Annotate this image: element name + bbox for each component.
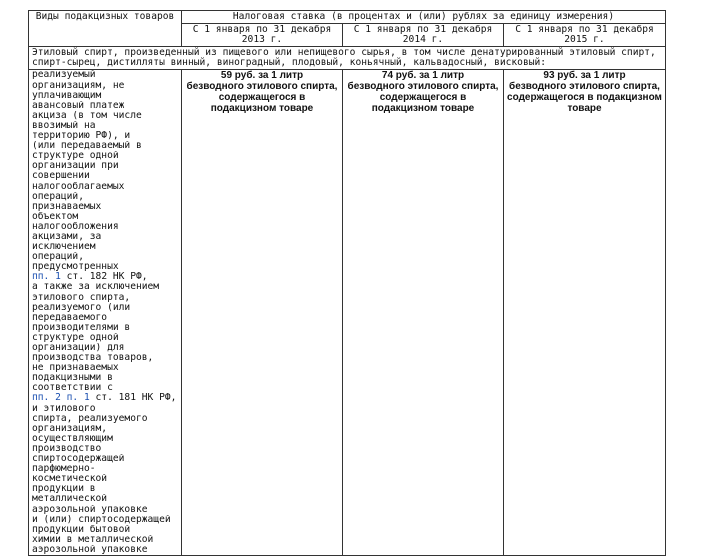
kind-line: предусмотренных	[32, 262, 119, 273]
kind-line: реализуемого (или	[32, 302, 131, 313]
kind-line: продукции бытовой	[32, 524, 131, 535]
rate-2014-text: безводного этилового спирта, содержащегося в подакцизном товаре	[347, 81, 499, 115]
kind-line: этилового спирта,	[32, 292, 131, 303]
kind-line: осуществляющим	[32, 433, 113, 444]
kind-line: организации) для	[32, 343, 125, 353]
kind-line: структуре одной	[32, 151, 119, 162]
kind-line: парфюмерно-	[32, 464, 96, 475]
spirit-span-row	[29, 47, 666, 70]
kind-line: территорию РФ), и	[32, 131, 131, 142]
excise-rates-table	[28, 10, 666, 556]
rate-2015-text: безводного этилового спирта, содержащегося в подакцизном товаре	[507, 81, 662, 115]
kind-line: аэрозольной упаковке	[32, 504, 148, 515]
rate-2013-amount: 59 руб. за 1 литр	[220, 70, 304, 82]
kind-line: налогообложения	[32, 221, 119, 232]
kind-line: не признаваемых	[32, 363, 119, 374]
kind-line: объектом	[32, 211, 79, 222]
rate-row	[29, 70, 666, 556]
kind-line: пп. 2 п. 1 ст. 181 НК РФ,	[32, 393, 177, 404]
header-rate-title: Налоговая ставка (в процентах и (или) рублях за единицу измерения)	[182, 11, 666, 24]
kind-line: соответствии с	[32, 383, 113, 394]
header-kinds: Виды подакцизных товаров	[29, 11, 182, 47]
kind-line: продукции в	[32, 484, 96, 495]
kind-line: спиртосодержащей	[32, 454, 125, 465]
kind-line: авансовый платеж	[32, 100, 125, 111]
kind-lines	[32, 70, 178, 555]
header-row	[29, 11, 666, 24]
kind-line: и этилового	[32, 403, 96, 414]
rate-2013	[182, 70, 343, 556]
kind-line: аэрозольной упаковке	[32, 544, 148, 555]
kind-line: организациям,	[32, 423, 108, 434]
period-2014: С 1 января по 31 декабря 2014 г.	[343, 24, 504, 47]
kind-line: операций,	[32, 191, 84, 202]
kind-line: реализуемый	[32, 70, 96, 81]
kind-line: ввозимый на	[32, 120, 96, 131]
kind-line: производство	[32, 443, 102, 454]
kind-line: уплачивающим	[32, 90, 102, 101]
kind-description-cell	[29, 70, 182, 556]
kind-line: организациям, не	[32, 80, 125, 91]
kind-line: структуре одной	[32, 332, 119, 343]
kind-line: производителями в	[32, 322, 131, 333]
kind-line: операций,	[32, 252, 84, 263]
kind-line: подакцизными в	[32, 373, 113, 384]
kind-line: признаваемых	[32, 201, 102, 212]
rate-2014	[343, 70, 504, 556]
kind-line: а также за исключением	[32, 282, 160, 293]
spirit-description: Этиловый спирт, произведенный из пищевого или непищевого сырья, в том числе денатурированный этиловый спирт, спирт-сырец, дистилляты винный, виноградный, плодовый, коньячный, кальвадосный, висковый:	[29, 47, 666, 70]
kind-line: организации при	[32, 161, 119, 172]
kind-line: и (или) спиртосодержащей	[32, 514, 171, 525]
kind-line: исключением	[32, 242, 96, 253]
kind-line: налогооблагаемых	[32, 181, 125, 192]
rate-2013-text: безводного этилового спирта, содержащегося в подакцизном товаре	[186, 81, 338, 115]
kind-line: передаваемого	[32, 312, 108, 323]
kind-line: пп. 1 ст. 182 НК РФ,	[32, 272, 148, 283]
kind-line: акцизами, за	[32, 231, 102, 242]
kind-line: совершении	[32, 171, 90, 182]
rate-2015-amount: 93 руб. за 1 литр	[543, 70, 626, 82]
period-2013: С 1 января по 31 декабря 2013 г.	[182, 24, 343, 47]
kind-line: спирта, реализуемого	[32, 413, 148, 424]
kind-line: акциза (в том числе	[32, 110, 142, 121]
kind-line: металлической	[32, 494, 108, 505]
kind-line: косметической	[32, 474, 108, 485]
rate-2015	[504, 70, 666, 556]
rate-2014-amount: 74 руб. за 1 литр	[381, 70, 465, 82]
kind-line: (или передаваемый в	[32, 141, 142, 152]
kind-line: химии в металлической	[32, 534, 154, 545]
kind-line: производства товаров,	[32, 353, 154, 364]
period-2015: С 1 января по 31 декабря 2015 г.	[504, 24, 666, 47]
